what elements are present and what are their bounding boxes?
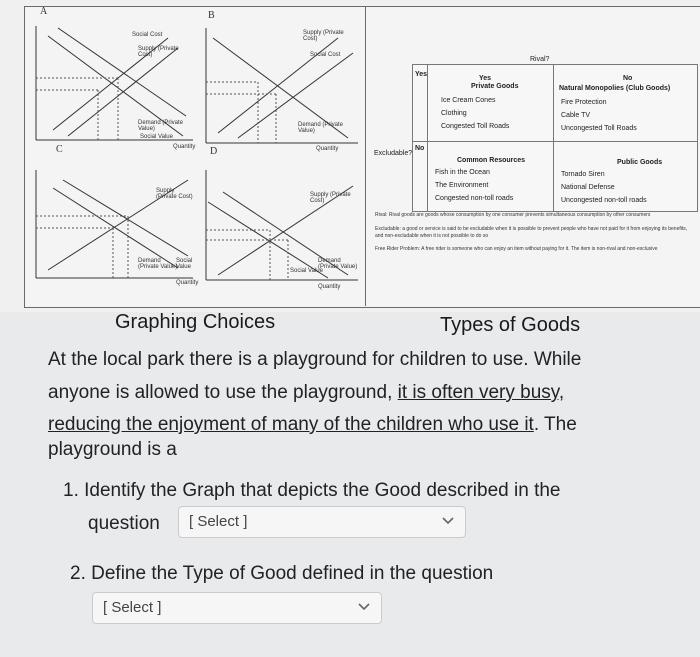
graph-a <box>28 8 198 153</box>
graph-a-label-1: Supply (Private Cost) <box>138 46 179 58</box>
graph-d-label-2: Social Value <box>290 268 323 274</box>
question-line-3-underlined: reducing the enjoyment of many of the children who use it <box>48 414 534 435</box>
worksheet-divider <box>365 6 366 306</box>
yes-rival: Yes <box>479 75 492 82</box>
good-type-select-dropdown[interactable] <box>92 592 382 624</box>
private-goods-title: Private Goods <box>471 83 519 90</box>
question-line-1: At the local park there is a playground for children to use. While <box>48 349 582 370</box>
public-goods-title: Public Goods <box>617 159 663 166</box>
question-line-2-underlined: it is often very busy, <box>397 382 565 403</box>
good-type-select-value: [ Select ] <box>103 599 162 616</box>
definition-free-rider: Free Rider Problem: A free rider is someone who can enjoy an item without paying for it. The item is non-rival and non-exclusive <box>375 246 658 252</box>
chevron-down-icon <box>357 599 371 613</box>
question-line-2-text: anyone is allowed to use the playground, <box>48 382 393 403</box>
private-item-2: Congested Toll Roads <box>441 123 510 130</box>
graph-a-letter: A <box>40 6 48 17</box>
question-line-3-end: . The <box>533 414 577 435</box>
public-item-2: Uncongested non-toll roads <box>561 197 647 204</box>
common-item-1: The Environment <box>435 182 489 189</box>
question-line-3 <box>48 411 577 439</box>
common-item-0: Fish in the Ocean <box>435 169 490 176</box>
club-goods-title: Natural Monopolies (Club Goods) <box>559 85 671 92</box>
graph-d-label-1: Demand (Private Value) <box>318 258 358 270</box>
graph-a-label-0: Social Cost <box>132 32 163 38</box>
question-line-4: playground is a <box>48 439 177 460</box>
club-item-1: Cable TV <box>561 112 591 119</box>
title-types-of-goods: Types of Goods <box>440 314 581 336</box>
graph-c-label-0: Supply (Private Cost) <box>156 188 193 200</box>
private-item-0: Ice Cream Cones <box>441 97 496 104</box>
graph-c-label-2: Social Value <box>176 258 193 270</box>
graph-b-label-0: Supply (Private Cost) <box>303 30 344 42</box>
common-resources-title: Common Resources <box>457 157 526 164</box>
public-item-0: Tornado Siren <box>561 171 605 178</box>
graph-a-label-3: Social Value <box>140 134 173 140</box>
graph-a-label-2: Demand (Private Value) <box>138 120 184 132</box>
excludable-header: Excludable? <box>374 150 413 157</box>
no-row: No <box>415 145 425 152</box>
club-item-2: Uncongested Toll Roads <box>561 125 637 132</box>
graph-b-label-1: Social Cost <box>310 52 341 58</box>
rival-header: Rival? <box>530 56 550 63</box>
graph-b <box>198 8 363 153</box>
graph-d-plot <box>198 150 363 298</box>
public-item-1: National Defense <box>561 184 615 191</box>
graph-d-axis: Quantity <box>318 284 341 290</box>
graph-c-letter: C <box>56 144 63 155</box>
private-item-1: Clothing <box>441 110 467 117</box>
item-1-text: 1. Identify the Graph that depicts the Good described in the <box>63 480 561 501</box>
graph-b-label-2: Demand (Private Value) <box>298 122 344 134</box>
question-line-2 <box>48 379 564 407</box>
graph-d <box>198 146 363 298</box>
common-item-2: Congested non-toll roads <box>435 195 514 202</box>
graph-select-dropdown[interactable] <box>178 506 466 538</box>
goods-table <box>412 64 698 212</box>
graph-b-letter: B <box>208 10 215 21</box>
graph-c-label-1: Demand (Private Value) <box>138 258 178 270</box>
graph-c <box>28 144 199 298</box>
graph-c-plot <box>28 150 198 298</box>
club-item-0: Fire Protection <box>561 99 607 106</box>
graph-c-axis: Quantity <box>176 280 199 286</box>
chevron-down-icon <box>441 513 455 527</box>
no-rival: No <box>623 75 633 82</box>
definition-excludable: Excludable: a good or service is said to be excludable when it is possible to prevent people who have not paid for it from enjoying its benefits, and non-excludable when it is not possible to do so <box>375 226 688 239</box>
item-2-text: 2. Define the Type of Good defined in the question <box>70 563 494 584</box>
title-graphing-choices: Graphing Choices <box>115 311 276 333</box>
yes-col: Yes <box>415 71 428 78</box>
item-1-question-word: question <box>88 513 160 534</box>
graph-d-label-0: Supply (Private Cost) <box>310 192 351 204</box>
graph-a-axis: Quantity <box>173 144 196 150</box>
graph-d-letter: D <box>210 146 218 157</box>
graph-b-axis: Quantity <box>316 146 339 152</box>
graph-select-value: [ Select ] <box>189 513 248 530</box>
definition-rival: Rival: Rival goods are goods whose consumption by one consumer prevents simultaneous consumption by other consumers <box>375 212 651 218</box>
worksheet-photo <box>0 0 700 312</box>
